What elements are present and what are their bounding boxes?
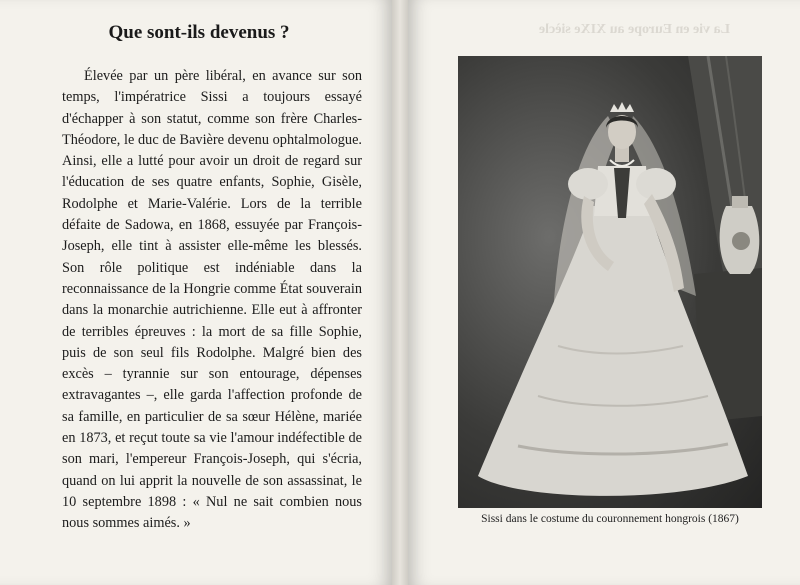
tiara [610,102,634,112]
left-page [0,0,392,585]
portrait-illustration [458,56,762,508]
vase-neck [732,196,748,208]
photo-caption: Sissi dans le costume du couronnement hongrois (1867) [481,513,739,525]
bleed-through-header: La vie en Europe au XIXe siècle [538,22,730,37]
sleeve-left [568,168,608,200]
portrait-photograph [458,56,762,508]
vase-decoration [732,232,750,250]
sleeve-right [636,168,676,200]
book-gutter [392,0,408,585]
page-heading: Que sont-ils devenus ? [108,22,290,43]
body-paragraph: Élevée par un père libéral, en avance sur son temps, l'impératrice Sissi a toujours essayé d'échapper à son statut, comme son frère Charles-Théodore, le duc de Bavière devenu ophtalmologue. Ainsi, elle a lutté pour avoir un droit de regard sur l'éducation de ses quatre enfants, Sophie, Gisèle, Rodolphe et Marie-Valérie. Lors de la terrible défaite de Sadowa, en 1868, essuyée par François-Joseph, elle tint à assister elle-même les blessés. Son rôle politique est indéniable dans la reconnaissance de la Hongrie comme État souverain dans la monarchie autrichienne. Elle eut à affronter de terribles épreuves : la mort de sa fille Sophie, puis de son seul fils Rodolphe. Malgré bien des excès – tyrannie sur son entourage, dépenses extravagantes –, elle garda l'affection profonde de sa famille, en particulier de sa sœur Hélène, mariée en 1873, et reçut toute sa vie l'amour indéfectible de son mari, l'empereur François-Joseph, qui s'écria, quand on lui apprit la nouvelle de son assassinat, le 10 septembre 1898 : « Nul ne sait combien nous nous sommes aimés. » [62,68,362,532]
